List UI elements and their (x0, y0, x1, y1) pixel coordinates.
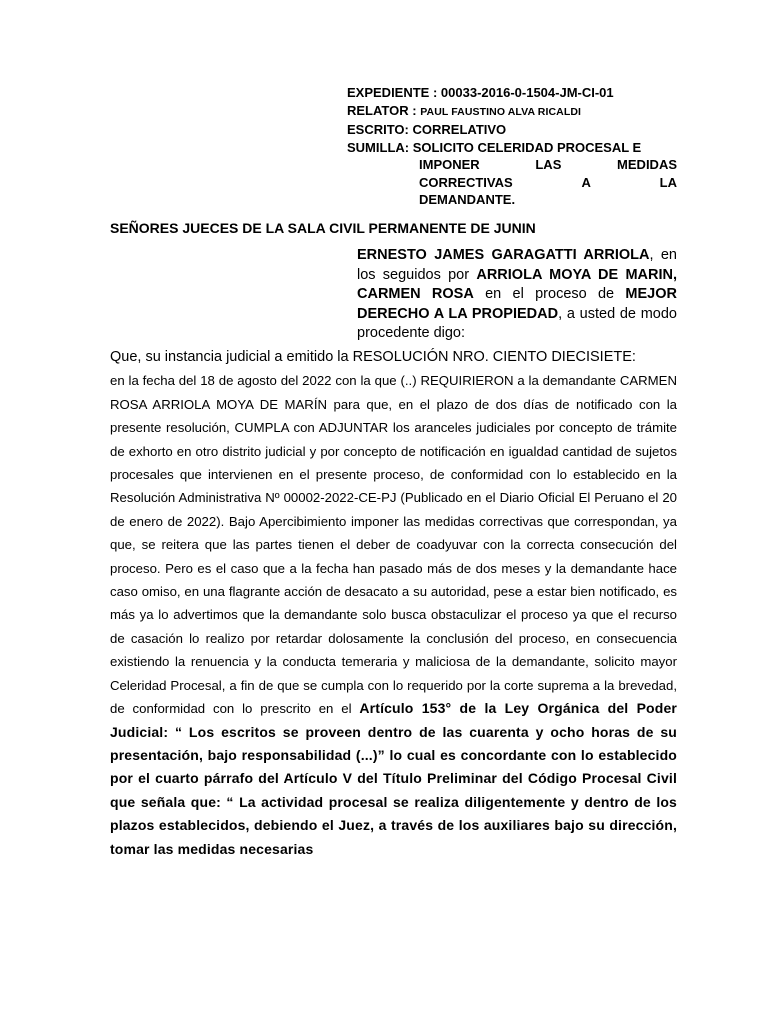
legal-citation: Artículo 153° de la Ley Orgánica del Poder Judicial: “ Los escritos se proveen dentro de las cuarenta y ocho horas de su presentación, bajo responsabilidad (...)” lo cual es concordante con lo establecido por el cuarto párrafo del Artículo V del Título Preliminar del Código Procesal Civil que señala que: “ La actividad procesal se realiza diligentemente y dentro de los plazos establecidos, debiendo el Juez, a través de los auxiliares bajo su dirección, tomar las medidas necesarias (110, 700, 677, 857)
sumilla-line-3: CORRECTIVAS A LA (419, 174, 677, 190)
relator-label: RELATOR : (347, 102, 417, 118)
expediente-label: EXPEDIENTE : (347, 85, 438, 100)
petitioner-text-3: , a usted de modo procedente digo: (357, 305, 677, 341)
plaintiff-name: ARRIOLA MOYA DE MARIN, CARMEN ROSA (357, 266, 678, 302)
relator-line (347, 102, 677, 122)
body-lead-line: Que, su instancia judicial a emitido la RESOLUCIÓN NRO. CIENTO DIECISIETE: (110, 349, 636, 365)
sumilla-block (347, 139, 677, 209)
body-paragraph-text: en la fecha del 18 de agosto del 2022 con la que (..) REQUIRIERON a la demandante CARMEN ROSA ARRIOLA MOYA DE MARÍN para que, en el plazo de dos días de notificado con la presente resolución, CUMPLA con ADJUNTAR los aranceles judiciales por concepto de trámite de exhorto en otro distrito judicial y por concepto de notificación en igualdad cantidad de sujetos procesales que intervienen en el presente proceso, de conformidad con lo establecido en la Resolución Administrativa Nº 00002-2022-CE-PJ (Publicado en el Diario Oficial El Peruano el 20 de enero de 2022). Bajo Apercibimiento imponer las medidas correctivas que correspondan, ya que, se reitera que las partes tienen el deber de coadyuvar con la correcta consecución del proceso. Pero es el caso que a la fecha han pasado más de dos meses y la demandante hace caso omiso, en una flagrante acción de desacato a su autoridad, pese a estar bien notificado, es más ya lo advertimos que la demandante solo busca obstaculizar el proceso ya que el recurso de casación lo realizo por retardar dolosamente la conclusión del proceso, en consecuencia existiendo la renuencia y la conducta temeraria y maliciosa de la demandante, solicito mayor Celeridad Procesal, a fin de que se cumpla con lo requerido por la corte suprema a la brevedad, de conformidad con lo prescrito en el (110, 373, 677, 717)
expediente-value: 00033-2016-0-1504-JM-CI-01 (440, 85, 614, 100)
process-matter: MEJOR DERECHO A LA PROPIEDAD (357, 286, 677, 322)
sumilla-label: SUMILLA: (347, 139, 410, 155)
sumilla-line-4: DEMANDANTE. (419, 192, 516, 207)
escrito-label: ESCRITO: (347, 122, 409, 137)
sumilla-text-1: SOLICITO CELERIDAD PROCESAL E (412, 139, 642, 155)
escrito-line (347, 121, 677, 139)
sumilla-line-1 (347, 139, 677, 157)
petitioner-block (357, 246, 677, 344)
escrito-value: CORRELATIVO (412, 122, 507, 137)
expediente-line (347, 84, 677, 102)
body-paragraph (110, 346, 677, 861)
addressee-heading: SEÑORES JUECES DE LA SALA CIVIL PERMANENTE DE JUNIN (110, 220, 536, 236)
petitioner-text-1: , en los seguidos por (357, 247, 677, 283)
petitioner-text-2: en el proceso de (473, 286, 626, 302)
sumilla-line-2: IMPONER LAS MEDIDAS (419, 157, 677, 172)
petitioner-name: ERNESTO JAMES GARAGATTI ARRIOLA (357, 247, 650, 263)
case-header (347, 84, 677, 209)
relator-value: PAUL FAUSTINO ALVA RICALDI (420, 105, 582, 118)
